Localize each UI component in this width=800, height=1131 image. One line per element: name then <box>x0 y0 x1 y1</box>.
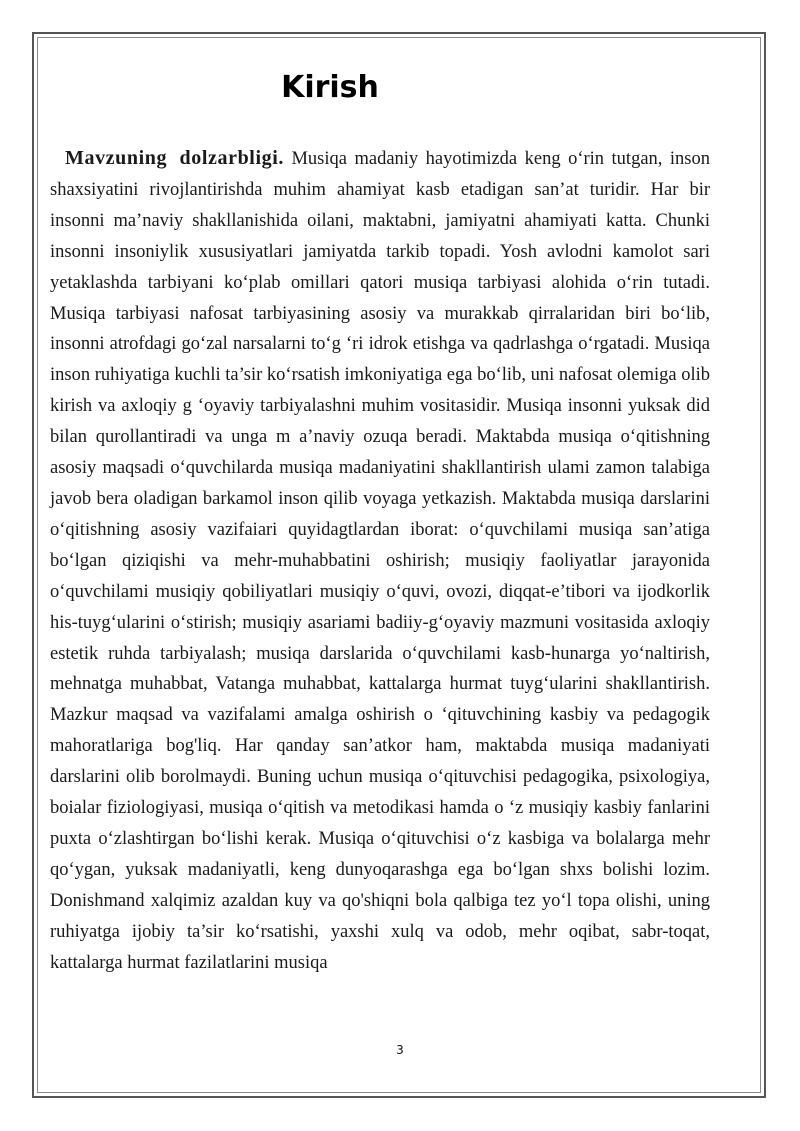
paragraph-text: Musiqa madaniy hayotimizda keng o‘rin tutgan, inson shaxsiyatini rivojlantirishda muhim ahamiyat kasb etadigan san’at turidir. Har bir insonni ma’naviy shakllanishida oilani, maktabni, jamiyatni ahamiyati katta. Chunki insonni insoniylik xususiyatlari jamiyatda tarkib topadi. Yosh avlodni kamolot sari yetaklashda tarbiyani ko‘plab omillari qatori musiqa tarbiyasi alohida o‘rin tutadi. Musiqa tarbiyasi nafosat tarbiyasining asosiy va murakkab qirralaridan biri bo‘lib, insonni atrofdagi go‘zal narsalarni to‘g ‘ri idrok etishga va qadrlashga o‘rgatadi. Musiqa inson ruhiyatiga kuchli ta’sir ko‘rsatish imkoniyatiga ega bo‘lib, uni nafosat olemiga olib kirish va axloqiy g ‘oyaviy tarbiyalashni muhim vositasidir. Musiqa insonni yuksak did bilan qurollantiradi va unga m a’naviy ozuqa beradi. Maktabda musiqa o‘qitishning asosiy maqsadi o‘quvchilarda musiqa madaniyatini shakllantirish ulami zamon talabiga javob bera oladigan barkamol inson qilib voyaga yetkazish. Maktabda musiqa darslarini o‘qitishning asosiy vazifaiari quyidagtlardan iborat: o‘quvchilami musiqa san’atiga bo‘lgan qiziqishi va mehr-muhabbatini oshirish; musiqiy faoliyatlar jarayonida o‘quvchilami musiqiy qobiliyatlari musiqiy o‘quvi, ovozi, diqqat-e’tibori va ijodkorlik his-tuyg‘ularini o‘stirish; musiqiy asariami badiiy-g‘oyaviy mazmuni vositasida axloqiy estetik ruhda tarbiyalash; musiqa darslarida o‘quvchilami kasb-hunarga yo‘naltirish, mehnatga muhabbat, Vatanga muhabbat, kattalarga hurmat tuyg‘ularini shakllantirish. Mazkur maqsad va vazifalami amalga oshirish o ‘qituvchining kasbiy va pedagogik mahoratlariga bog'liq. Har qanday san’atkor ham, maktabda musiqa madaniyati darslarini olib borolmaydi. Buning uchun musiqa o‘qituvchisi pedagogika, psixologiya, boialar fiziologiyasi, musiqa o‘qitish va metodikasi hamda o ‘z musiqiy kasbiy fanlarini puxta o‘zlashtirgan bo‘lishi kerak. Musiqa o‘qituvchisi o‘z kasbiga va bolalarga mehr qo‘ygan, yuksak madaniyatli, keng dunyoqarashga ega bo‘lgan shxs bolishi lozim. Donishmand xalqimiz azaldan kuy va qo'shiqni bola qalbiga tez yo‘l topa olishi, uning ruhiyatga ijobiy ta’sir ko‘rsatishi, yaxshi xulq va odob, mehr oqibat, sabr-toqat, kattalarga hurmat fazilatlarini musiqa <box>50 149 710 973</box>
page-title: Kirish <box>281 70 379 105</box>
body-paragraph <box>50 143 710 978</box>
lead-heading: Mavzuning dolzarbligi. <box>65 147 284 169</box>
page-number: 3 <box>396 1043 404 1057</box>
